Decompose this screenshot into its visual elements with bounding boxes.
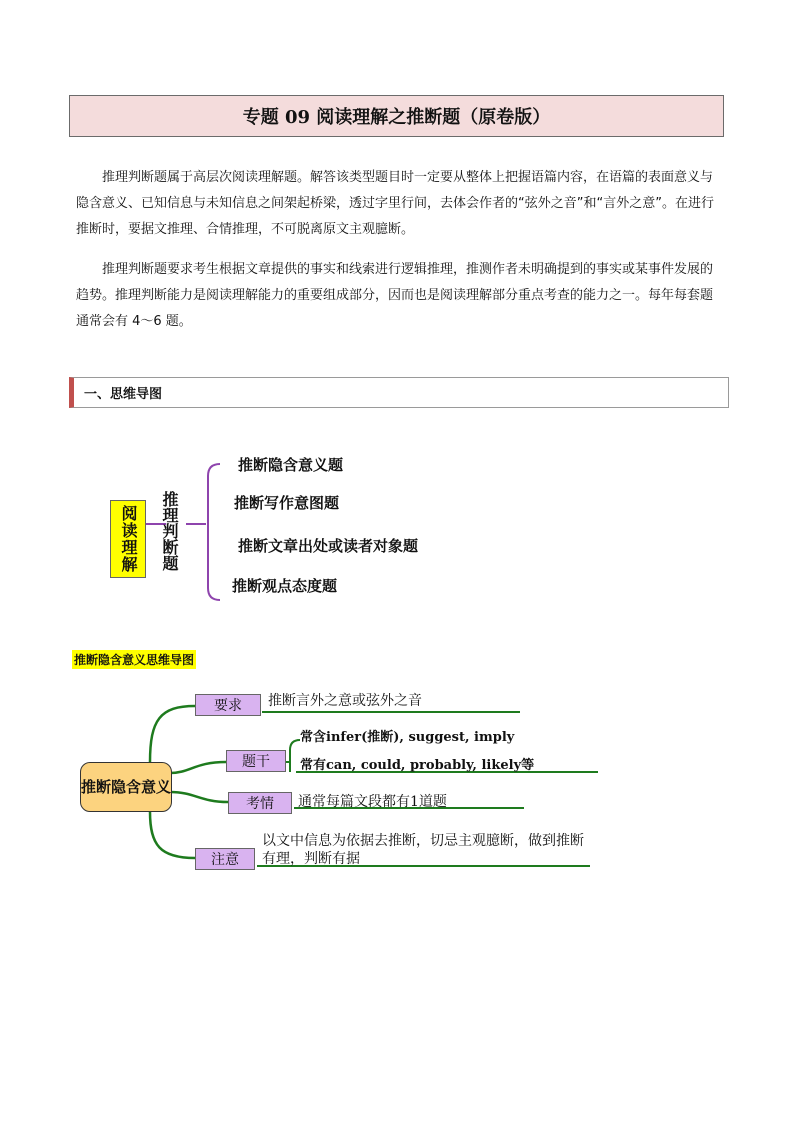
tag-stem: 题干 xyxy=(226,750,286,772)
mindmap-leaf-2: 推断写作意图题 xyxy=(234,494,340,512)
mindmap-root: 阅读理解 xyxy=(110,500,146,578)
tag-requirement: 要求 xyxy=(195,694,261,716)
tag-caution: 注意 xyxy=(195,848,255,870)
mindmap-middle: 推理判断题 xyxy=(160,491,179,571)
bracket xyxy=(208,464,220,600)
branch-curve-3 xyxy=(170,792,228,802)
branch-curve-2 xyxy=(170,762,226,773)
mindmap-connectors xyxy=(140,458,240,608)
text-exam-status: 通常每篇文段都有1道题 xyxy=(298,794,447,810)
mindmap-leaf-1: 推断隐含意义题 xyxy=(238,456,344,474)
intro-paragraph-2: 推理判断题要求考生根据文章提供的事实和线索进行逻辑推理，推测作者未明确提到的事实或某事件发展的趋势。推理判断能力是阅读理解能力的重要组成部分，因而也是阅读理解部分重点考查的能力之一。每年每套题通常会有 4～6 题。 xyxy=(76,262,714,329)
mindmap-leaf-3: 推断文章出处或读者对象题 xyxy=(238,537,419,555)
branch-curve-4 xyxy=(150,812,195,858)
mindmap-leaf-4: 推断观点态度题 xyxy=(232,577,338,595)
text-requirement: 推断言外之意或弦外之音 xyxy=(268,693,422,709)
intro-paragraph-1: 推理判断题属于高层次阅读理解题。解答该类型题目时一定要从整体上把握语篇内容，在语篇的表面意义与隐含意义、已知信息与未知信息之间架起桥梁，透过字里行间，去体会作者的“弦外之音”和“言外之意”。在进行推断时，要据文推理、合情推理，不可脱离原文主观臆断。 xyxy=(76,170,714,237)
text-stem-1: 常含infer(推断), suggest, imply xyxy=(300,730,515,745)
fork-2 xyxy=(290,740,300,772)
mindmap2-heading: 推断隐含意义思维导图 xyxy=(72,650,196,669)
tag-exam-status: 考情 xyxy=(228,792,292,814)
text-caution: 以文中信息为依据去推断，切忌主观臆断，做到推断有理，判断有据 xyxy=(262,833,584,867)
section-heading: 一、思维导图 xyxy=(69,377,729,408)
text-stem-2: 常有can, could, probably, likely等 xyxy=(300,758,535,773)
mindmap2-root: 推断隐含意义 xyxy=(80,762,172,812)
branch-curve-1 xyxy=(150,706,195,762)
page-title: 专题 09 阅读理解之推断题（原卷版） xyxy=(69,95,724,137)
